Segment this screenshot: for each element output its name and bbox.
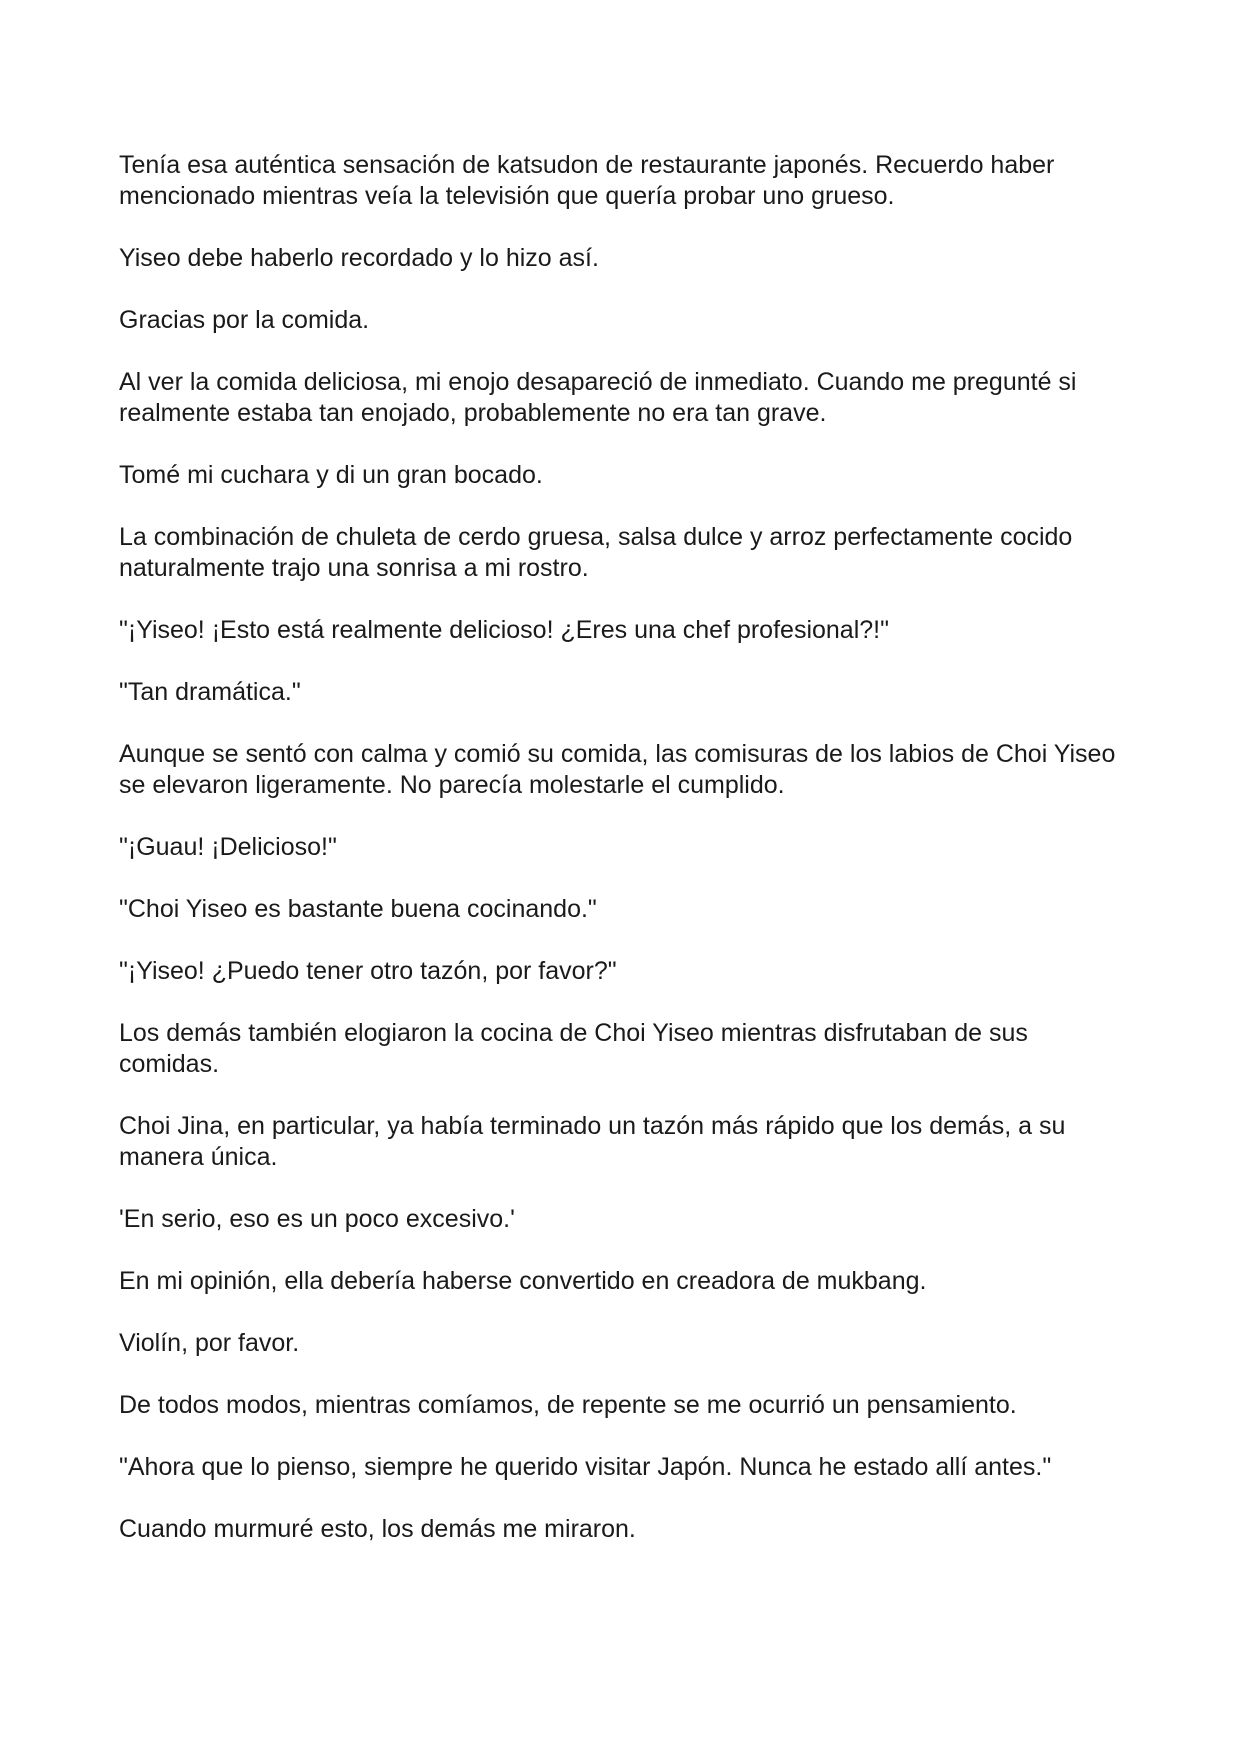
paragraph: Choi Jina, en particular, ya había terminado un tazón más rápido que los demás, a su manera única. [119,1112,1066,1171]
paragraph: Yiseo debe haberlo recordado y lo hizo así. [119,244,599,272]
paragraph: Violín, por favor. [119,1329,300,1357]
paragraph: Gracias por la comida. [119,306,370,334]
document-body [119,150,1129,1576]
paragraph: Al ver la comida deliciosa, mi enojo desapareció de inmediato. Cuando me pregunté si realmente estaba tan enojado, probablemente no era tan grave. [119,368,1077,427]
paragraph: "¡Yiseo! ¡Esto está realmente delicioso! ¿Eres una chef profesional?!" [119,616,889,644]
paragraph: "¡Guau! ¡Delicioso!" [119,833,337,861]
paragraph: 'En serio, eso es un poco excesivo.' [119,1205,515,1233]
paragraph: Aunque se sentó con calma y comió su comida, las comisuras de los labios de Choi Yiseo se elevaron ligeramente. No parecía molestarle el cumplido. [119,740,1116,799]
paragraph: Tomé mi cuchara y di un gran bocado. [119,461,543,489]
paragraph: Cuando murmuré esto, los demás me miraron. [119,1515,636,1543]
paragraph: "Tan dramática." [119,678,301,706]
paragraph: "¡Yiseo! ¿Puedo tener otro tazón, por favor?" [119,957,617,985]
paragraph: De todos modos, mientras comíamos, de repente se me ocurrió un pensamiento. [119,1391,1017,1419]
paragraph: "Choi Yiseo es bastante buena cocinando." [119,895,597,923]
paragraph: "Ahora que lo pienso, siempre he querido visitar Japón. Nunca he estado allí antes." [119,1453,1052,1481]
paragraph: La combinación de chuleta de cerdo gruesa, salsa dulce y arroz perfectamente cocido naturalmente trajo una sonrisa a mi rostro. [119,523,1073,582]
paragraph: En mi opinión, ella debería haberse convertido en creadora de mukbang. [119,1267,927,1295]
paragraph: Tenía esa auténtica sensación de katsudon de restaurante japonés. Recuerdo haber mencionado mientras veía la televisión que quería probar uno grueso. [119,151,1055,210]
paragraph: Los demás también elogiaron la cocina de Choi Yiseo mientras disfrutaban de sus comidas. [119,1019,1028,1078]
